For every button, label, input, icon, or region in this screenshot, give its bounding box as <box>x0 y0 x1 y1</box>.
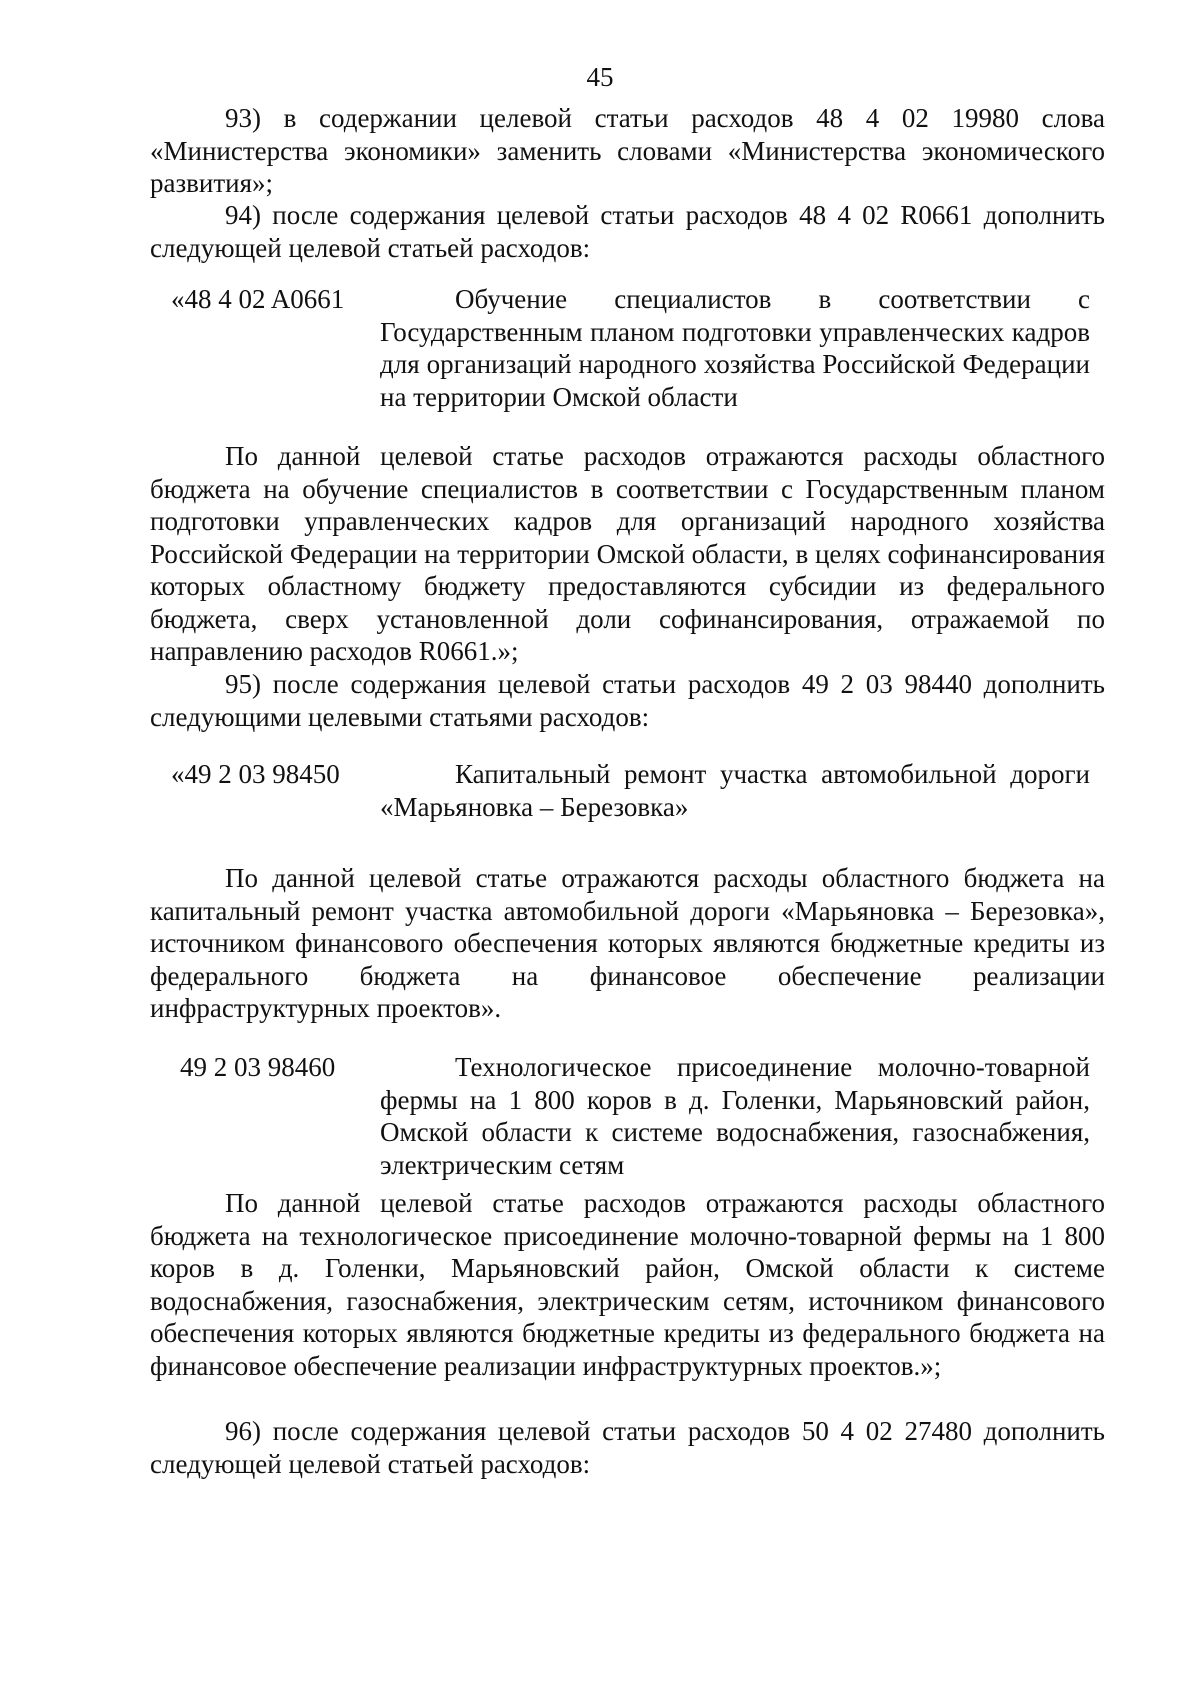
item-96-text: 96) после содержания целевой статьи расходов 50 4 02 27480 дополнить следующей целевой статьей расходов: <box>150 1416 1105 1479</box>
entry-title-48-4-02-a0661: Обучение специалистов в соответствии с Государственным планом подготовки управленческих кадров для организаций народного хозяйства Российской Федерации на территории Омской области <box>380 284 1090 412</box>
item-93-text: 93) в содержании целевой статьи расходов 48 4 02 19980 слова «Министерства экономики» заменить словами «Министерства экономического развития»; <box>150 103 1105 198</box>
entry-description-48-4-02-a0661: По данной целевой статье расходов отражаются расходы областного бюджета на обучение специалистов в соответствии с Государственным планом подготовки управленческих кадров для организаций народного хозяйства Российской Федерации на территории Омской области, в целях софинансирования которых областному бюджету предоставляются субсидии из федерального бюджета, сверх установленной доли софинансирования, отражаемой по направлению расходов R0661.»; <box>150 441 1105 666</box>
entry-code-48-4-02-a0661: «48 4 02 A0661 <box>171 284 345 314</box>
entry-title-49-2-03-98450: Капитальный ремонт участка автомобильной дороги «Марьяновка – Березовка» <box>380 759 1090 822</box>
entry-code-49-2-03-98460: 49 2 03 98460 <box>180 1052 336 1082</box>
entry-description-49-2-03-98460: По данной целевой статье расходов отражаются расходы областного бюджета на технологическое присоединение молочно-товарной фермы на 1 800 коров в д. Голенки, Марьяновский район, Омской области к системе водоснабжения, газоснабжения, электрическим сетям, источником финансового обеспечения которых являются бюджетные кредиты из федерального бюджета на финансовое обеспечение реализации инфраструктурных проектов.»; <box>150 1188 1105 1381</box>
item-94-text: 94) после содержания целевой статьи расходов 48 4 02 R0661 дополнить следующей целевой статьей расходов: <box>150 200 1105 263</box>
page-number: 45 <box>586 62 614 92</box>
item-95-text: 95) после содержания целевой статьи расходов 49 2 03 98440 дополнить следующими целевыми статьями расходов: <box>150 669 1105 732</box>
entry-code-49-2-03-98450: «49 2 03 98450 <box>171 759 340 789</box>
entry-title-49-2-03-98460: Технологическое присоединение молочно-товарной фермы на 1 800 коров в д. Голенки, Марьяновский район, Омской области к системе водоснабжения, газоснабжения, электрическим сетям <box>380 1052 1090 1180</box>
entry-description-49-2-03-98450: По данной целевой статье отражаются расходы областного бюджета на капитальный ремонт участка автомобильной дороги «Марьяновка – Березовка», источником финансового обеспечения которых являются бюджетные кредиты из федерального бюджета на финансовое обеспечение реализации инфраструктурных проектов». <box>150 863 1105 1023</box>
